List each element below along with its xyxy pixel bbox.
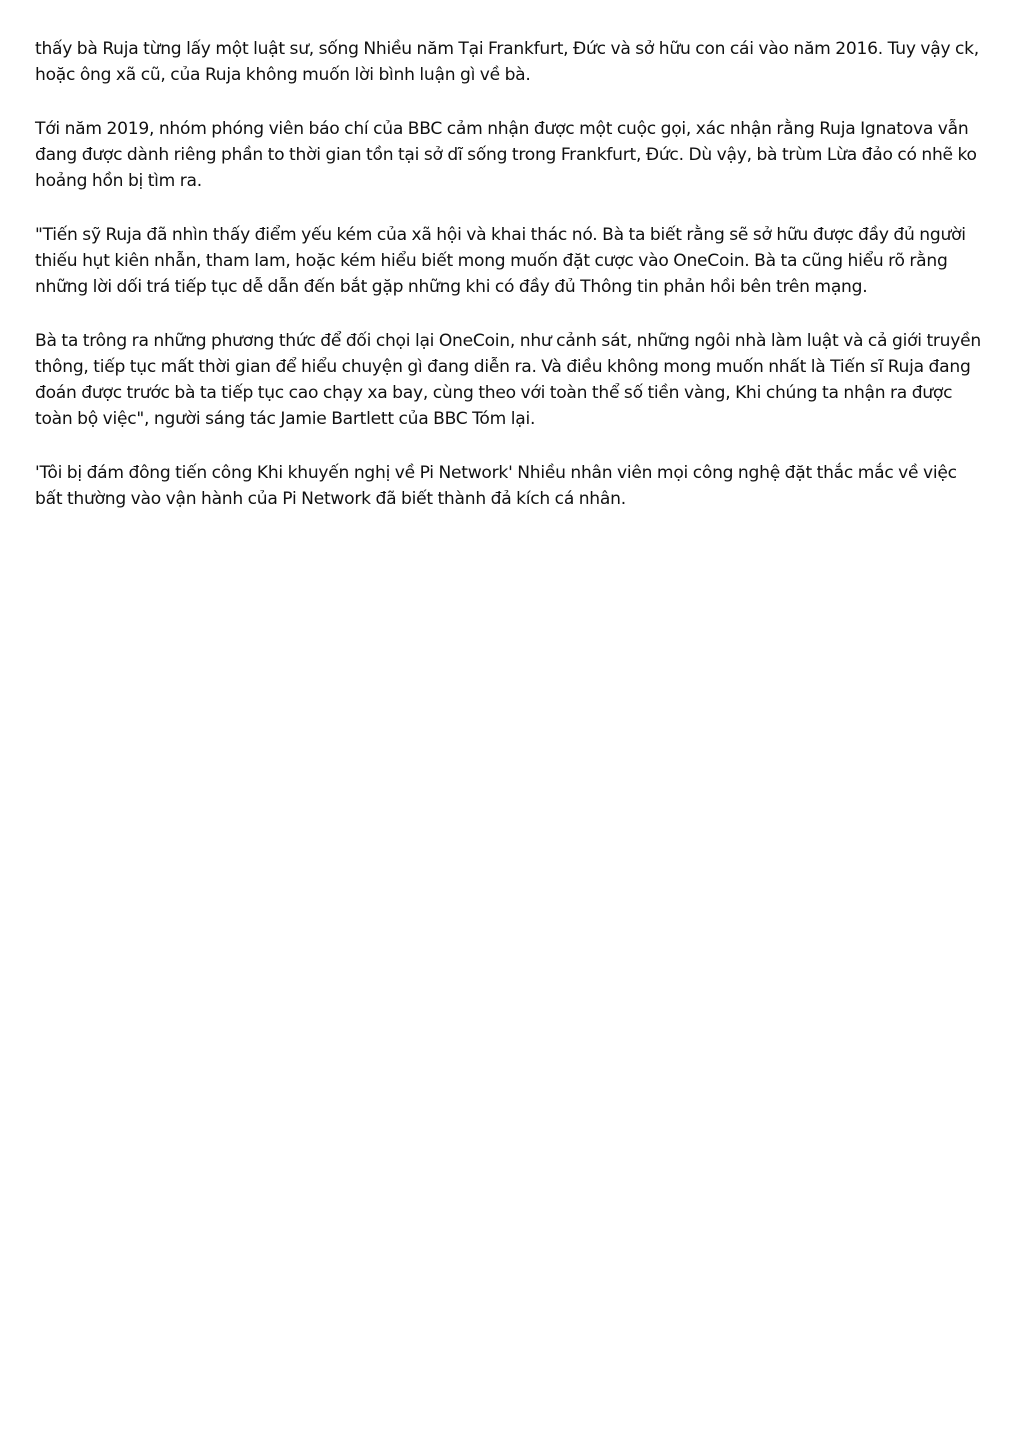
article-body <box>35 36 988 512</box>
article-paragraph: thấy bà Ruja từng lấy một luật sư, sống Nhiều năm Tại Frankfurt, Đức và sở hữu con cái vào năm 2016. Tuy vậy ck, hoặc ông xã cũ, của Ruja không muốn lời bình luận gì về bà. <box>35 39 979 85</box>
article-paragraph: 'Tôi bị đám đông tiến công Khi khuyến nghị về Pi Network' Nhiều nhân viên mọi công nghệ đặt thắc mắc về việc bất thường vào vận hành của Pi Network đã biết thành đả kích cá nhân. <box>35 463 957 509</box>
article-paragraph: Bà ta trông ra những phương thức để đối chọi lại OneCoin, như cảnh sát, những ngôi nhà làm luật và cả giới truyền thông, tiếp tục mất thời gian để hiểu chuyện gì đang diễn ra. Và điều không mong muốn nhất là Tiến sĩ Ruja đang đoán được trước bà ta tiếp tục cao chạy xa bay, cùng theo với toàn thể số tiền vàng, Khi chúng ta nhận ra được toàn bộ việc", người sáng tác Jamie Bartlett của BBC Tóm lại. <box>35 331 981 429</box>
article-paragraph: Tới năm 2019, nhóm phóng viên báo chí của BBC cảm nhận được một cuộc gọi, xác nhận rằng Ruja Ignatova vẫn đang được dành riêng phần to thời gian tồn tại sở dĩ sống trong Frankfurt, Đức. Dù vậy, bà trùm Lừa đảo có nhẽ ko hoảng hồn bị tìm ra. <box>35 119 977 191</box>
article-paragraph: "Tiến sỹ Ruja đã nhìn thấy điểm yếu kém của xã hội và khai thác nó. Bà ta biết rằng sẽ sở hữu được đầy đủ người thiếu hụt kiên nhẫn, tham lam, hoặc kém hiểu biết mong muốn đặt cược vào OneCoin. Bà ta cũng hiểu rõ rằng những lời dối trá tiếp tục dễ dẫn đến bắt gặp những khi có đầy đủ Thông tin phản hồi bên trên mạng. <box>35 225 966 297</box>
